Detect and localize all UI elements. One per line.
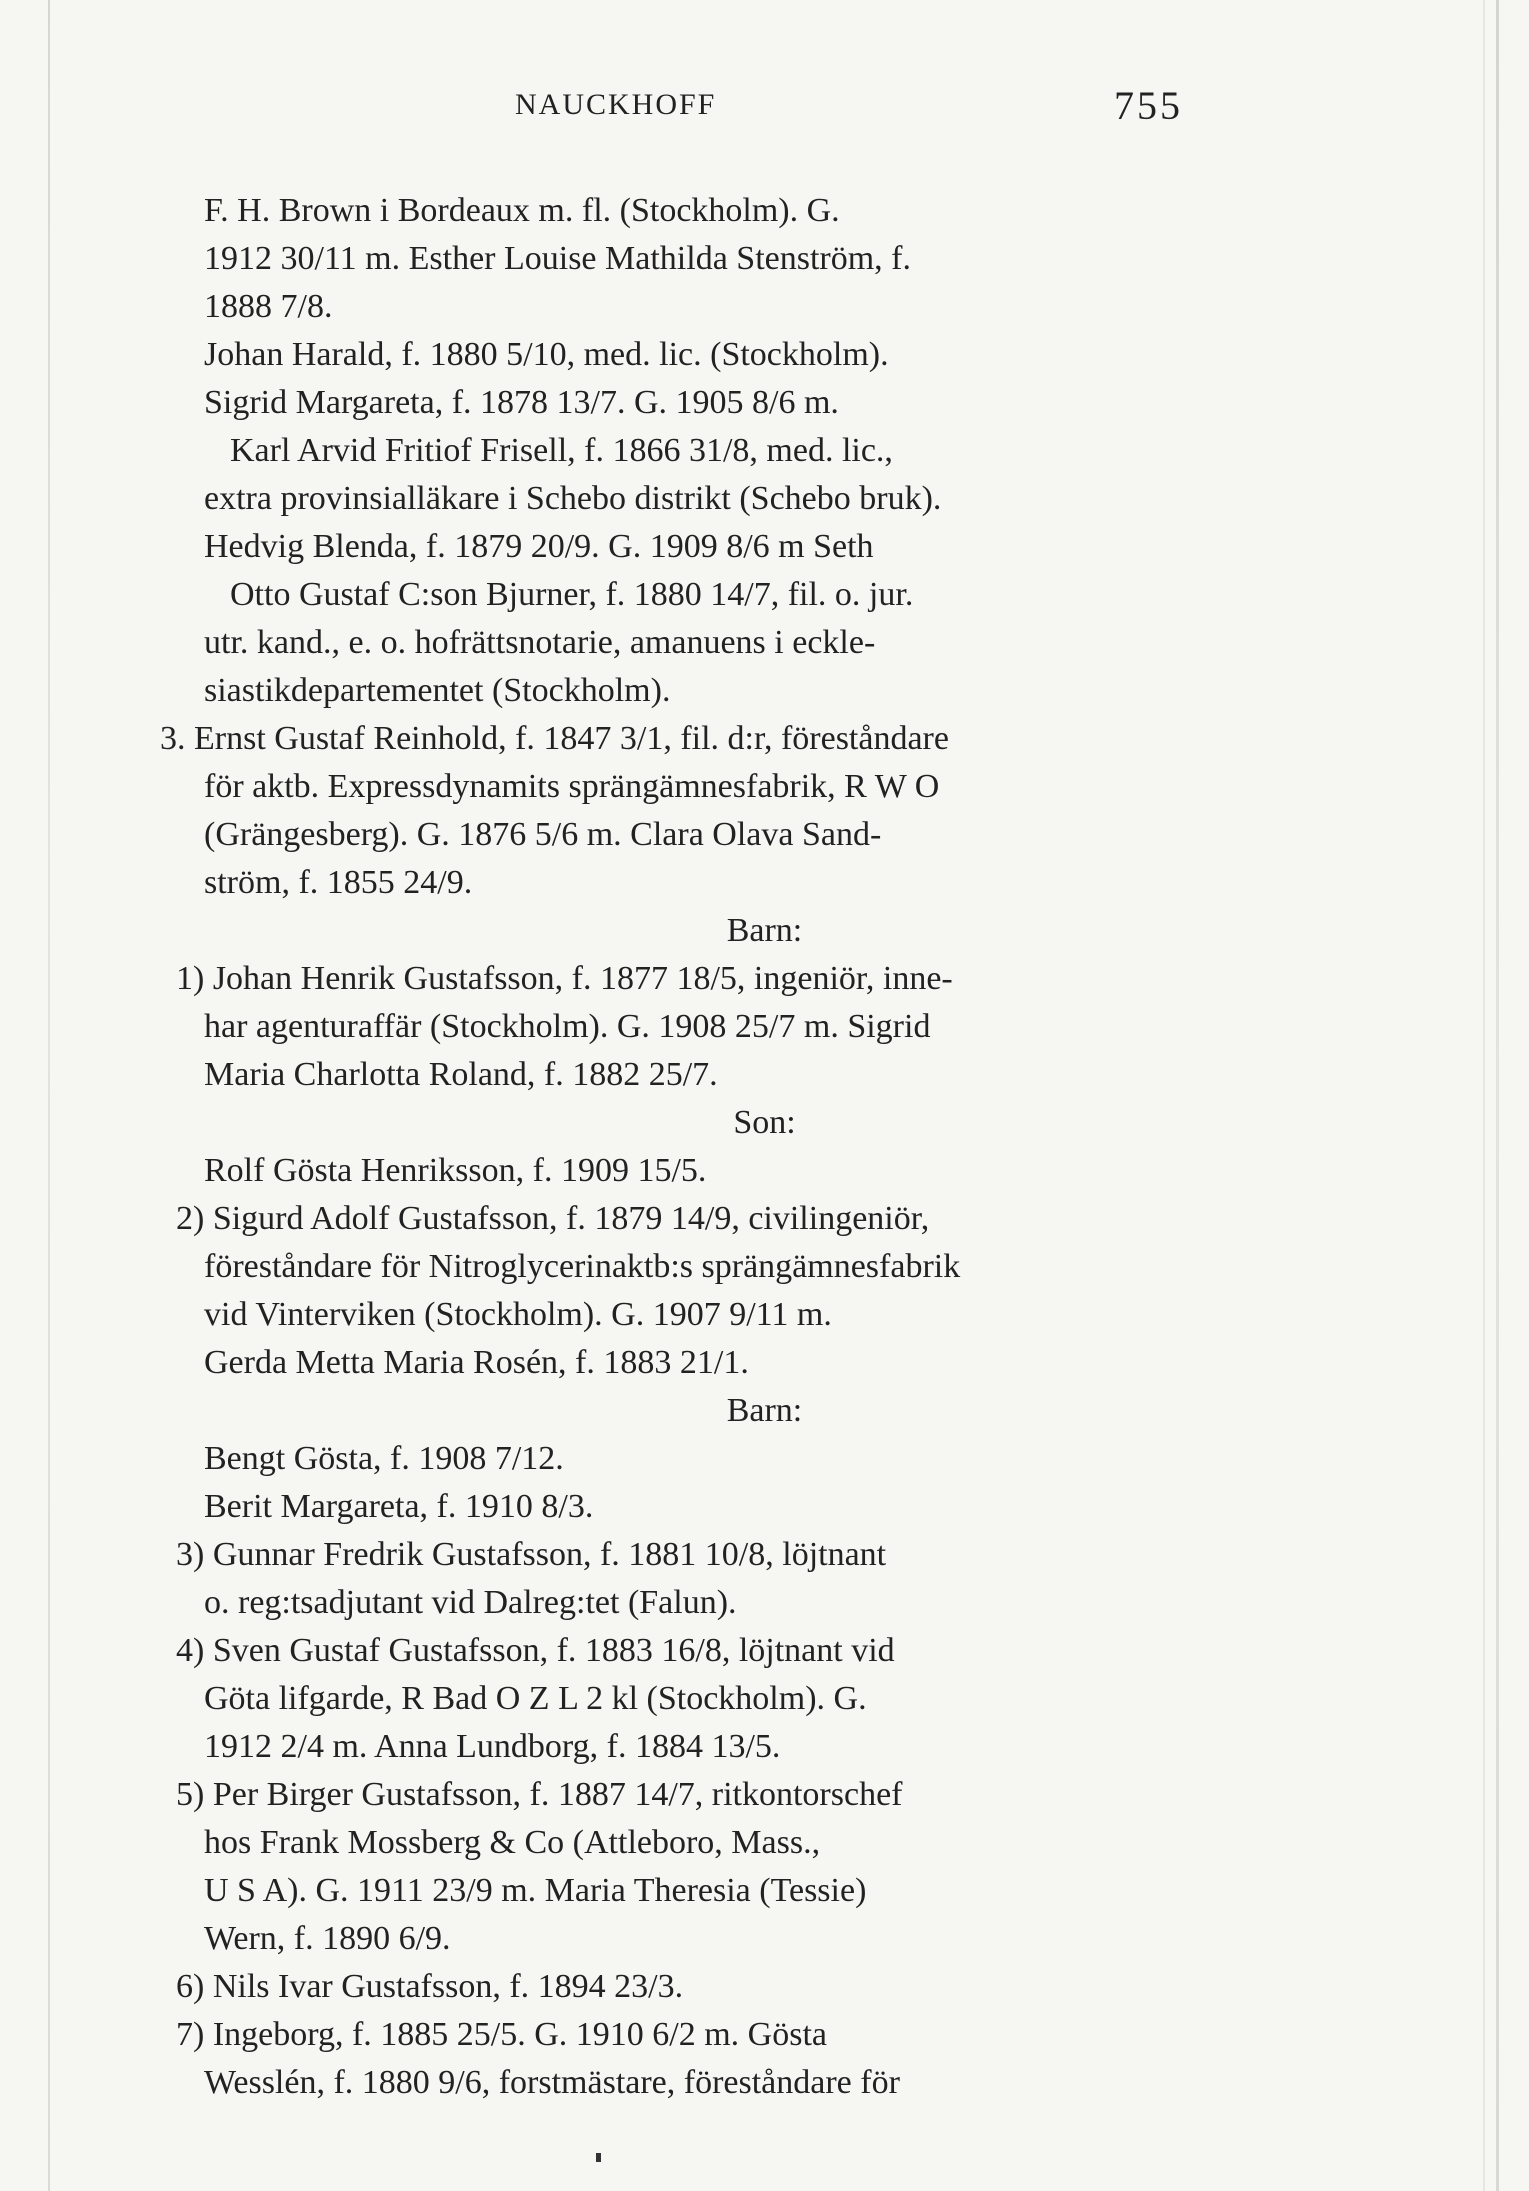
text-line: Maria Charlotta Roland, f. 1882 25/7. — [204, 1056, 718, 1093]
text-line: för aktb. Expressdynamits sprängämnesfabrik, R W O — [204, 768, 940, 805]
text-line: extra provinsialläkare i Schebo distrikt (Schebo bruk). — [204, 480, 942, 517]
scan-edge-right-inner — [1483, 0, 1485, 2191]
text-line: (Grängesberg). G. 1876 5/6 m. Clara Olava Sand- — [204, 816, 882, 853]
text-line: 5) Per Birger Gustafsson, f. 1887 14/7, ritkontorschef — [176, 1776, 903, 1813]
text-line: hos Frank Mossberg & Co (Attleboro, Mass., — [204, 1824, 821, 1861]
text-line: 1912 2/4 m. Anna Lundborg, f. 1884 13/5. — [204, 1728, 781, 1765]
section-heading: Son: — [733, 1104, 796, 1141]
text-line: Wesslén, f. 1880 9/6, forstmästare, föreståndare för — [204, 2064, 900, 2101]
text-line: Gerda Metta Maria Rosén, f. 1883 21/1. — [204, 1344, 749, 1381]
text-line: ström, f. 1855 24/9. — [204, 864, 473, 901]
text-line: 1) Johan Henrik Gustafsson, f. 1877 18/5, ingeniör, inne- — [176, 960, 953, 997]
text-line: o. reg:tsadjutant vid Dalreg:tet (Falun). — [204, 1584, 737, 1621]
page-header — [0, 83, 1529, 132]
text-line: U S A). G. 1911 23/9 m. Maria Theresia (Tessie) — [204, 1872, 867, 1909]
scan-edge-left — [48, 0, 50, 2191]
text-line: Bengt Gösta, f. 1908 7/12. — [204, 1440, 564, 1477]
running-head: NAUCKHOFF — [515, 88, 717, 121]
text-line: 2) Sigurd Adolf Gustafsson, f. 1879 14/9, civilingeniör, — [176, 1200, 930, 1237]
text-line: Göta lifgarde, R Bad O Z L 2 kl (Stockholm). G. — [204, 1680, 867, 1717]
text-line: föreståndare för Nitroglycerinaktb:s sprängämnesfabrik — [204, 1248, 961, 1285]
text-line: Berit Margareta, f. 1910 8/3. — [204, 1488, 594, 1525]
text-line: F. H. Brown i Bordeaux m. fl. (Stockholm). G. — [204, 192, 840, 229]
text-line: Otto Gustaf C:son Bjurner, f. 1880 14/7, fil. o. jur. — [230, 576, 914, 613]
text-line: har agenturaffär (Stockholm). G. 1908 25/7 m. Sigrid — [204, 1008, 931, 1045]
text-line: Wern, f. 1890 6/9. — [204, 1920, 451, 1957]
text-line: 7) Ingeborg, f. 1885 25/5. G. 1910 6/2 m. Gösta — [176, 2016, 827, 2053]
page-number: 755 — [1114, 83, 1183, 128]
scan-mark — [596, 2153, 601, 2162]
text-line: 4) Sven Gustaf Gustafsson, f. 1883 16/8, löjtnant vid — [176, 1632, 895, 1669]
text-line: utr. kand., e. o. hofrättsnotarie, amanuens i eckle- — [204, 624, 876, 661]
text-line: 3) Gunnar Fredrik Gustafsson, f. 1881 10/8, löjtnant — [176, 1536, 887, 1573]
section-heading: Barn: — [726, 1392, 803, 1429]
text-line: 1888 7/8. — [204, 288, 333, 325]
section-heading: Barn: — [726, 912, 803, 949]
text-line: 6) Nils Ivar Gustafsson, f. 1894 23/3. — [176, 1968, 684, 2005]
text-line: 1912 30/11 m. Esther Louise Mathilda Stenström, f. — [204, 240, 911, 277]
text-line: vid Vinterviken (Stockholm). G. 1907 9/11 m. — [204, 1296, 832, 1333]
text-line: Sigrid Margareta, f. 1878 13/7. G. 1905 8/6 m. — [204, 384, 839, 421]
text-line: siastikdepartementet (Stockholm). — [204, 672, 671, 709]
text-line: 3. Ernst Gustaf Reinhold, f. 1847 3/1, fil. d:r, föreståndare — [160, 720, 949, 757]
text-line: Hedvig Blenda, f. 1879 20/9. G. 1909 8/6 m Seth — [204, 528, 874, 565]
text-line: Karl Arvid Fritiof Frisell, f. 1866 31/8, med. lic., — [230, 432, 893, 469]
scan-edge-right — [1496, 0, 1499, 2191]
text-line: Rolf Gösta Henriksson, f. 1909 15/5. — [204, 1152, 707, 1189]
text-line: Johan Harald, f. 1880 5/10, med. lic. (Stockholm). — [204, 336, 889, 373]
